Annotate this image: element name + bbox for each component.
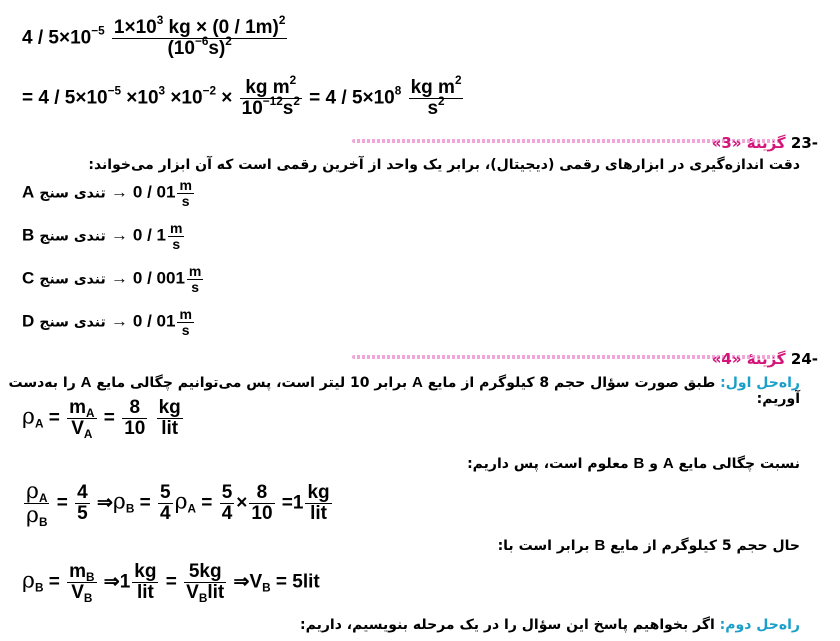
q23-header: [712, 134, 818, 152]
calc-line-2-fraction-1: $\frac{kg m^2}{10^{-12}s^2}$: [241, 74, 300, 119]
q24-header: [712, 350, 818, 368]
q23-option: گزینهٔ «3»: [711, 134, 786, 152]
calc-line-1-fraction: $\frac{1\times 10^3 kg \times (0 / 1m)^2}{(10^{-6}s)^2}$: [113, 14, 286, 59]
q24-option: گزینهٔ «4»: [711, 350, 786, 368]
q24-line-2: نسبت چگالی مایع A و B معلوم است، پس داریم:: [467, 455, 800, 472]
q23-item-d: D تندی سنج → 0 / 01 $\frac{m}{s}$: [22, 306, 192, 338]
equation-density-ratio: $\frac{\rho_A}{\rho_B}$ = $\frac{4}{5}$ $\Rightarrow\rho_B$ = $\frac{5}{4}$ $\rho_A$ = $\frac{5}{4}$ × $\frac{8}{10}$ =1 $\frac{kg}{\text{lit}}$: [26, 479, 330, 530]
q24-number: -24: [790, 350, 818, 368]
q23-text: دقت اندازه‌گیری در ابزارهای رقمی (دیجیتال)، برابر یک واحد از آخرین رقمی است که آن ابزار می‌خواند:: [88, 157, 800, 173]
q23-item-a: A تندی سنج → 0 / 01 $\frac{m}{s}$: [22, 177, 192, 209]
q23-number: -23: [790, 134, 818, 152]
method-1-label: راه‌حل اول:: [720, 375, 800, 391]
q23-item-c: C تندی سنج → 0 / 001 $\frac{m}{s}$: [22, 263, 202, 295]
calc-line-1: $4 / 5\times 10^{-5}$ $\frac{1\times 10^3 kg \times (0 / 1m)^2}{(10^{-6}s)^2}$: [22, 14, 286, 59]
equation-rho-a: $\rho_A$ = $\frac{m_A}{V_A}$ = $\frac{8}{10}$ $\frac{kg}{\text{lit}}$: [22, 397, 181, 442]
q24-line-3: حال حجم 5 کیلوگرم از مایع B برابر است با:: [497, 537, 800, 554]
method-2-label: راه‌حل دوم:: [719, 617, 800, 633]
q23-item-b: B تندی سنج → 0 / 1 $\frac{m}{s}$: [22, 220, 183, 252]
q24-method-2: راه‌حل دوم: اگر بخواهیم پاسخ این سؤال را در یک مرحله بنویسیم، داریم:: [300, 617, 800, 633]
equation-volume-b: $\rho_B$ = $\frac{m_B}{V_B}$ ⇒1 $\frac{kg}{\text{lit}}$ = $\frac{5kg}{V_Blit}$ $\Rightarrow V_B = 5lit$: [22, 561, 320, 606]
calc-line-2-fraction-2: $\frac{kg m^2}{s^2}$: [410, 74, 462, 119]
q24-method-1: راه‌حل اول: طبق صورت سؤال حجم 8 کیلوگرم از مایع A برابر 10 لیتر است، پس می‌توانیم چگالی مایع A را به‌دست آوریم:: [8, 374, 800, 407]
calc-line-2: = $4 / 5\times 10^{-5} \times 10^3 \times 10^{-2}$ × $\frac{kg m^2}{10^{-12}s^2}$ = $4 / 5\times 10^8$ $\frac{kg m^2}{s^2}$: [22, 74, 462, 119]
